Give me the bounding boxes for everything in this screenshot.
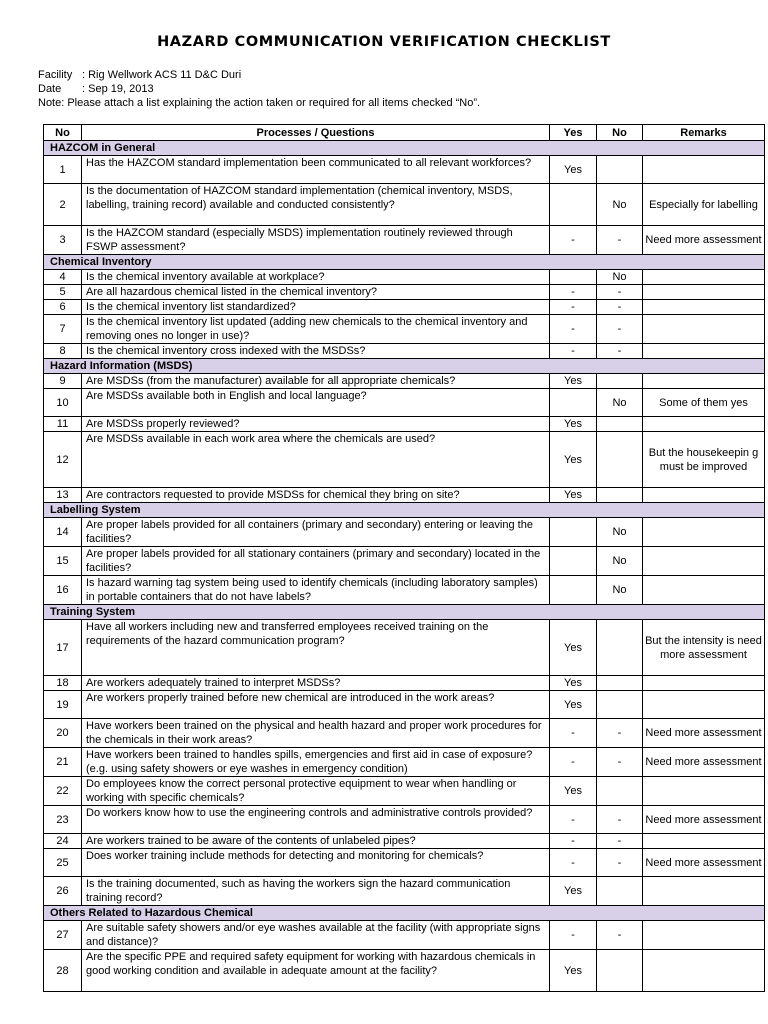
yes-answer: Yes — [550, 432, 597, 488]
question-text: Are workers trained to be aware of the contents of unlabeled pipes? — [82, 834, 550, 849]
table-row — [44, 576, 765, 605]
question-text: Are proper labels provided for all stationary containers (primary and secondary) located in the facilities? — [82, 547, 550, 576]
no-answer: - — [597, 748, 643, 777]
remarks-text — [643, 691, 765, 719]
yes-answer: Yes — [550, 877, 597, 906]
no-answer — [597, 777, 643, 806]
table-row — [44, 226, 765, 255]
question-text: Have workers been trained on the physical and health hazard and proper work procedures for the chemicals in their work areas? — [82, 719, 550, 748]
yes-answer: - — [550, 806, 597, 834]
table-row — [44, 389, 765, 417]
yes-answer: Yes — [550, 777, 597, 806]
question-text: Are suitable safety showers and/or eye washes available at the facility (with appropriate signs and distance)? — [82, 921, 550, 950]
header-yes: Yes — [550, 125, 597, 141]
remarks-text: But the housekeepin g must be improved — [643, 432, 765, 488]
yes-answer: Yes — [550, 417, 597, 432]
no-answer — [597, 950, 643, 992]
no-answer: No — [597, 184, 643, 226]
table-row — [44, 432, 765, 488]
no-answer: - — [597, 921, 643, 950]
no-answer: No — [597, 576, 643, 605]
facility-label: Facility — [38, 69, 73, 81]
checklist-body — [44, 141, 765, 992]
no-answer: - — [597, 806, 643, 834]
header-row — [44, 125, 765, 141]
no-answer: No — [597, 518, 643, 547]
item-number: 21 — [44, 748, 82, 777]
question-text: Have workers been trained to handles spills, emergencies and first aid in case of exposure? (e.g. using safety showers or eye washes in emergency condition) — [82, 748, 550, 777]
remarks-text — [643, 300, 765, 315]
item-number: 12 — [44, 432, 82, 488]
question-text: Are workers properly trained before new chemical are introduced in the work areas? — [82, 691, 550, 719]
no-answer — [597, 877, 643, 906]
no-answer — [597, 374, 643, 389]
item-number: 24 — [44, 834, 82, 849]
no-answer: - — [597, 719, 643, 748]
item-number: 7 — [44, 315, 82, 344]
no-answer: - — [597, 300, 643, 315]
yes-answer — [550, 576, 597, 605]
question-text: Is hazard warning tag system being used to identify chemicals (including laboratory samples) in portable containers that do not have labels? — [82, 576, 550, 605]
remarks-text: Need more assessment — [643, 226, 765, 255]
date-label: Date — [38, 83, 62, 95]
yes-answer: - — [550, 300, 597, 315]
question-text: Is the chemical inventory available at workplace? — [82, 270, 550, 285]
remarks-text: Need more assessment — [643, 748, 765, 777]
item-number: 14 — [44, 518, 82, 547]
section-title: Chemical Inventory — [44, 255, 765, 270]
remarks-text — [643, 576, 765, 605]
table-row — [44, 748, 765, 777]
table-row — [44, 417, 765, 432]
item-number: 28 — [44, 950, 82, 992]
table-row — [44, 547, 765, 576]
no-answer: No — [597, 547, 643, 576]
table-row — [44, 719, 765, 748]
table-row — [44, 344, 765, 359]
table-row — [44, 834, 765, 849]
item-number: 18 — [44, 676, 82, 691]
no-answer — [597, 488, 643, 503]
question-text: Have all workers including new and transferred employees received training on the requirements of the hazard communication program? — [82, 620, 550, 676]
item-number: 17 — [44, 620, 82, 676]
table-row — [44, 270, 765, 285]
header-question: Processes / Questions — [82, 125, 550, 141]
no-answer — [597, 417, 643, 432]
remarks-text — [643, 921, 765, 950]
yes-answer — [550, 270, 597, 285]
question-text: Has the HAZCOM standard implementation been communicated to all relevant workforces? — [82, 156, 550, 184]
table-row — [44, 184, 765, 226]
remarks-text — [643, 315, 765, 344]
remarks-text: Some of them yes — [643, 389, 765, 417]
yes-answer: - — [550, 315, 597, 344]
no-answer: - — [597, 315, 643, 344]
remarks-text — [643, 950, 765, 992]
item-number: 8 — [44, 344, 82, 359]
item-number: 23 — [44, 806, 82, 834]
item-number: 1 — [44, 156, 82, 184]
remarks-text — [643, 417, 765, 432]
yes-answer: Yes — [550, 156, 597, 184]
yes-answer: - — [550, 285, 597, 300]
question-text: Are MSDSs available in each work area where the chemicals are used? — [82, 432, 550, 488]
remarks-text — [643, 518, 765, 547]
question-text: Are MSDSs (from the manufacturer) available for all appropriate chemicals? — [82, 374, 550, 389]
item-number: 26 — [44, 877, 82, 906]
yes-answer: - — [550, 849, 597, 877]
item-number: 19 — [44, 691, 82, 719]
item-number: 25 — [44, 849, 82, 877]
table-row — [44, 315, 765, 344]
section-row — [44, 906, 765, 921]
facility-value: : Rig Wellwork ACS 11 D&C Duri — [82, 69, 242, 81]
remarks-text — [643, 270, 765, 285]
note-line: Note: Please attach a list explaining the action taken or required for all items checked “No”. — [38, 97, 481, 109]
yes-answer: Yes — [550, 676, 597, 691]
section-title: Training System — [44, 605, 765, 620]
question-text: Is the chemical inventory cross indexed with the MSDSs? — [82, 344, 550, 359]
yes-answer: Yes — [550, 374, 597, 389]
no-answer — [597, 691, 643, 719]
question-text: Does worker training include methods for detecting and monitoring for chemicals? — [82, 849, 550, 877]
section-title: Others Related to Hazardous Chemical — [44, 906, 765, 921]
question-text: Are all hazardous chemical listed in the chemical inventory? — [82, 285, 550, 300]
yes-answer — [550, 389, 597, 417]
facility-line — [38, 68, 241, 82]
remarks-text: Need more assessment — [643, 849, 765, 877]
question-text: Is the chemical inventory list updated (adding new chemicals to the chemical inventory and removing ones no longer in use)? — [82, 315, 550, 344]
question-text: Do workers know how to use the engineering controls and administrative controls provided? — [82, 806, 550, 834]
header-no: No — [44, 125, 82, 141]
yes-answer: - — [550, 834, 597, 849]
table-row — [44, 950, 765, 992]
header-no-answer: No — [597, 125, 643, 141]
remarks-text — [643, 488, 765, 503]
question-text: Is the chemical inventory list standardized? — [82, 300, 550, 315]
remarks-text — [643, 877, 765, 906]
yes-answer: Yes — [550, 488, 597, 503]
table-row — [44, 849, 765, 877]
remarks-text — [643, 344, 765, 359]
item-number: 5 — [44, 285, 82, 300]
yes-answer — [550, 547, 597, 576]
document-title: HAZARD COMMUNICATION VERIFICATION CHECKLIST — [157, 34, 611, 50]
remarks-text — [643, 374, 765, 389]
no-answer: - — [597, 285, 643, 300]
question-text: Are workers adequately trained to interpret MSDSs? — [82, 676, 550, 691]
section-row — [44, 141, 765, 156]
table-row — [44, 921, 765, 950]
item-number: 6 — [44, 300, 82, 315]
yes-answer: - — [550, 921, 597, 950]
remarks-text: But the intensity is need more assessment — [643, 620, 765, 676]
item-number: 15 — [44, 547, 82, 576]
section-title: HAZCOM in General — [44, 141, 765, 156]
table-row — [44, 518, 765, 547]
yes-answer — [550, 518, 597, 547]
item-number: 27 — [44, 921, 82, 950]
yes-answer: - — [550, 719, 597, 748]
no-answer: - — [597, 834, 643, 849]
question-text: Are proper labels provided for all containers (primary and secondary) entering or leaving the facilities? — [82, 518, 550, 547]
section-row — [44, 255, 765, 270]
remarks-text — [643, 834, 765, 849]
section-title: Hazard Information (MSDS) — [44, 359, 765, 374]
question-text: Are MSDSs available both in English and local language? — [82, 389, 550, 417]
item-number: 22 — [44, 777, 82, 806]
yes-answer: - — [550, 748, 597, 777]
no-answer — [597, 676, 643, 691]
item-number: 9 — [44, 374, 82, 389]
date-value: : Sep 19, 2013 — [82, 83, 154, 95]
item-number: 2 — [44, 184, 82, 226]
question-text: Are the specific PPE and required safety equipment for working with hazardous chemicals in good working condition and available in adequate amount at the facility? — [82, 950, 550, 992]
item-number: 10 — [44, 389, 82, 417]
table-row — [44, 488, 765, 503]
item-number: 4 — [44, 270, 82, 285]
remarks-text: Need more assessment — [643, 806, 765, 834]
date-line — [38, 82, 154, 96]
no-answer: - — [597, 226, 643, 255]
item-number: 3 — [44, 226, 82, 255]
yes-answer: Yes — [550, 620, 597, 676]
table-row — [44, 620, 765, 676]
section-row — [44, 359, 765, 374]
remarks-text — [643, 547, 765, 576]
question-text: Is the HAZCOM standard (especially MSDS) implementation routinely reviewed through FSWP assessment? — [82, 226, 550, 255]
no-answer: No — [597, 389, 643, 417]
question-text: Are contractors requested to provide MSDSs for chemical they bring on site? — [82, 488, 550, 503]
table-row — [44, 374, 765, 389]
remarks-text — [643, 285, 765, 300]
yes-answer: - — [550, 226, 597, 255]
remarks-text — [643, 676, 765, 691]
table-row — [44, 877, 765, 906]
yes-answer: Yes — [550, 691, 597, 719]
question-text: Is the documentation of HAZCOM standard implementation (chemical inventory, MSDS, labelling, training record) available and conducted consistently? — [82, 184, 550, 226]
table-row — [44, 806, 765, 834]
yes-answer: - — [550, 344, 597, 359]
remarks-text — [643, 156, 765, 184]
item-number: 13 — [44, 488, 82, 503]
no-answer: - — [597, 849, 643, 877]
table-row — [44, 156, 765, 184]
checklist-table — [43, 124, 765, 992]
no-answer — [597, 432, 643, 488]
yes-answer: Yes — [550, 950, 597, 992]
table-row — [44, 676, 765, 691]
question-text: Are MSDSs properly reviewed? — [82, 417, 550, 432]
table-row — [44, 285, 765, 300]
no-answer — [597, 620, 643, 676]
table-row — [44, 777, 765, 806]
section-title: Labelling System — [44, 503, 765, 518]
no-answer: - — [597, 344, 643, 359]
yes-answer — [550, 184, 597, 226]
remarks-text: Especially for labelling — [643, 184, 765, 226]
no-answer: No — [597, 270, 643, 285]
table-row — [44, 300, 765, 315]
remarks-text — [643, 777, 765, 806]
remarks-text: Need more assessment — [643, 719, 765, 748]
question-text: Is the training documented, such as having the workers sign the hazard communication training record? — [82, 877, 550, 906]
section-row — [44, 503, 765, 518]
table-row — [44, 691, 765, 719]
question-text: Do employees know the correct personal protective equipment to wear when handling or working with specific chemicals? — [82, 777, 550, 806]
no-answer — [597, 156, 643, 184]
item-number: 11 — [44, 417, 82, 432]
header-remarks: Remarks — [643, 125, 765, 141]
item-number: 16 — [44, 576, 82, 605]
item-number: 20 — [44, 719, 82, 748]
section-row — [44, 605, 765, 620]
